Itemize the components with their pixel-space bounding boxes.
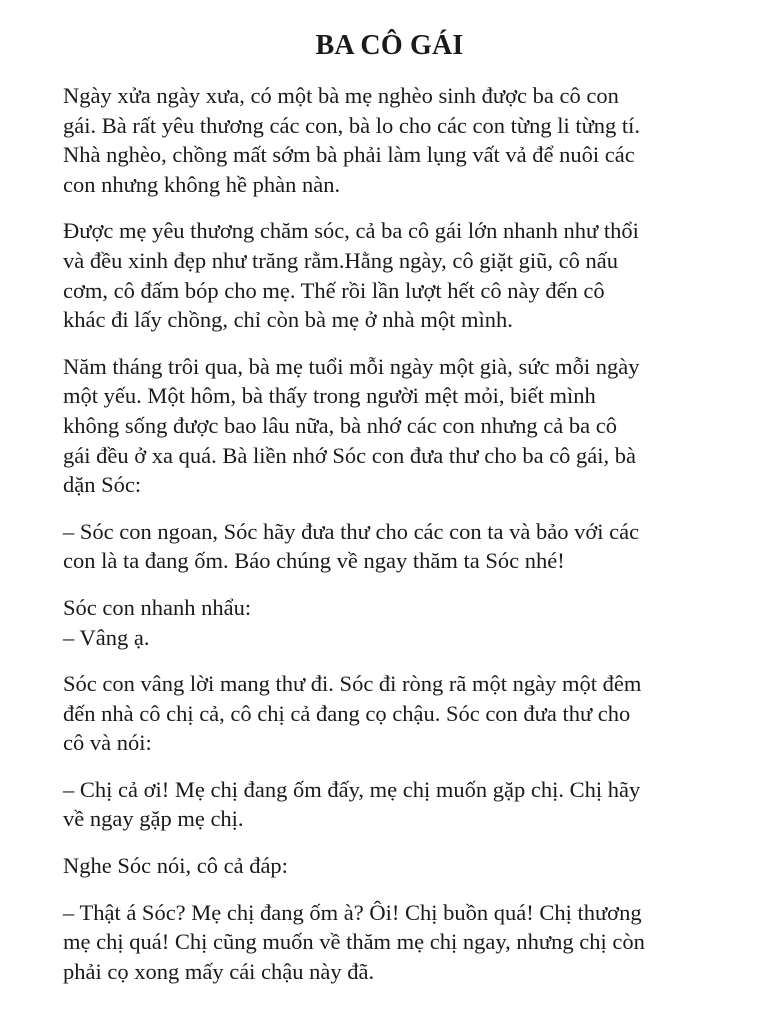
- text-line: con nhưng không hề phàn nàn.: [63, 171, 341, 197]
- text-line: Ngày xửa ngày xưa, có một bà mẹ nghèo sinh được ba cô con: [63, 83, 619, 108]
- paragraph-7: [63, 775, 716, 834]
- paragraph-6: [63, 669, 716, 758]
- paragraph-2: [63, 216, 716, 334]
- text-line: dặn Sóc:: [63, 472, 142, 498]
- text-line: khác đi lấy chồng, chỉ còn bà mẹ ở nhà một mình.: [63, 307, 513, 333]
- text-line: đến nhà cô chị cả, cô chị cả đang cọ chậu. Sóc con đưa thư cho: [63, 700, 631, 726]
- text-line: một yếu. Một hôm, bà thấy trong người mệt mỏi, biết mình: [63, 383, 596, 409]
- text-line: – Vâng ạ.: [63, 624, 150, 650]
- paragraph-9: [63, 898, 716, 987]
- text-line: Sóc con vâng lời mang thư đi. Sóc đi ròng rã một ngày một đêm: [63, 671, 642, 697]
- text-line: và đều xinh đẹp như trăng rằm.Hằng ngày, cô giặt giũ, cô nấu: [63, 247, 618, 273]
- text-line: cô và nói:: [63, 730, 152, 756]
- text-line: – Thật á Sóc? Mẹ chị đang ốm à? Ôi! Chị buồn quá! Chị thương: [63, 899, 642, 925]
- text-line: con là ta đang ốm. Báo chúng về ngay thăm ta Sóc nhé!: [63, 548, 565, 574]
- paragraph-4: [63, 517, 716, 576]
- text-line: – Sóc con ngoan, Sóc hãy đưa thư cho các con ta và bảo với các: [63, 518, 640, 544]
- page-title: BA CÔ GÁI: [315, 30, 464, 61]
- text-line: về ngay gặp mẹ chị.: [63, 806, 244, 832]
- text-line: gái đều ở xa quá. Bà liền nhớ Sóc con đưa thư cho ba cô gái, bà: [63, 442, 637, 468]
- text-line: gái. Bà rất yêu thương các con, bà lo cho các con từng li từng tí.: [63, 112, 641, 138]
- paragraph-5: [63, 593, 716, 652]
- paragraph-8: [63, 851, 716, 881]
- text-line: Nghe Sóc nói, cô cả đáp:: [63, 853, 288, 879]
- text-line: – Chị cả ơi! Mẹ chị đang ốm đấy, mẹ chị muốn gặp chị. Chị hãy: [63, 776, 641, 802]
- text-line: cơm, cô đấm bóp cho mẹ. Thế rồi lần lượt hết cô này đến cô: [63, 277, 605, 303]
- text-line: Năm tháng trôi qua, bà mẹ tuổi mỗi ngày một già, sức mỗi ngày: [63, 353, 640, 379]
- text-line: mẹ chị quá! Chị cũng muốn về thăm mẹ chị ngay, nhưng chị còn: [63, 929, 645, 955]
- paragraph-3: [63, 352, 716, 500]
- text-line: Được mẹ yêu thương chăm sóc, cả ba cô gái lớn nhanh như thổi: [63, 218, 639, 244]
- text-line: không sống được bao lâu nữa, bà nhớ các con nhưng cả ba cô: [63, 412, 617, 438]
- paragraph-1: [63, 81, 716, 199]
- text-line: Nhà nghèo, chồng mất sớm bà phải làm lụng vất vả để nuôi các: [63, 142, 635, 168]
- text-line: Sóc con nhanh nhẩu:: [63, 594, 252, 620]
- text-line: phải cọ xong mấy cái chậu này đã.: [63, 958, 375, 984]
